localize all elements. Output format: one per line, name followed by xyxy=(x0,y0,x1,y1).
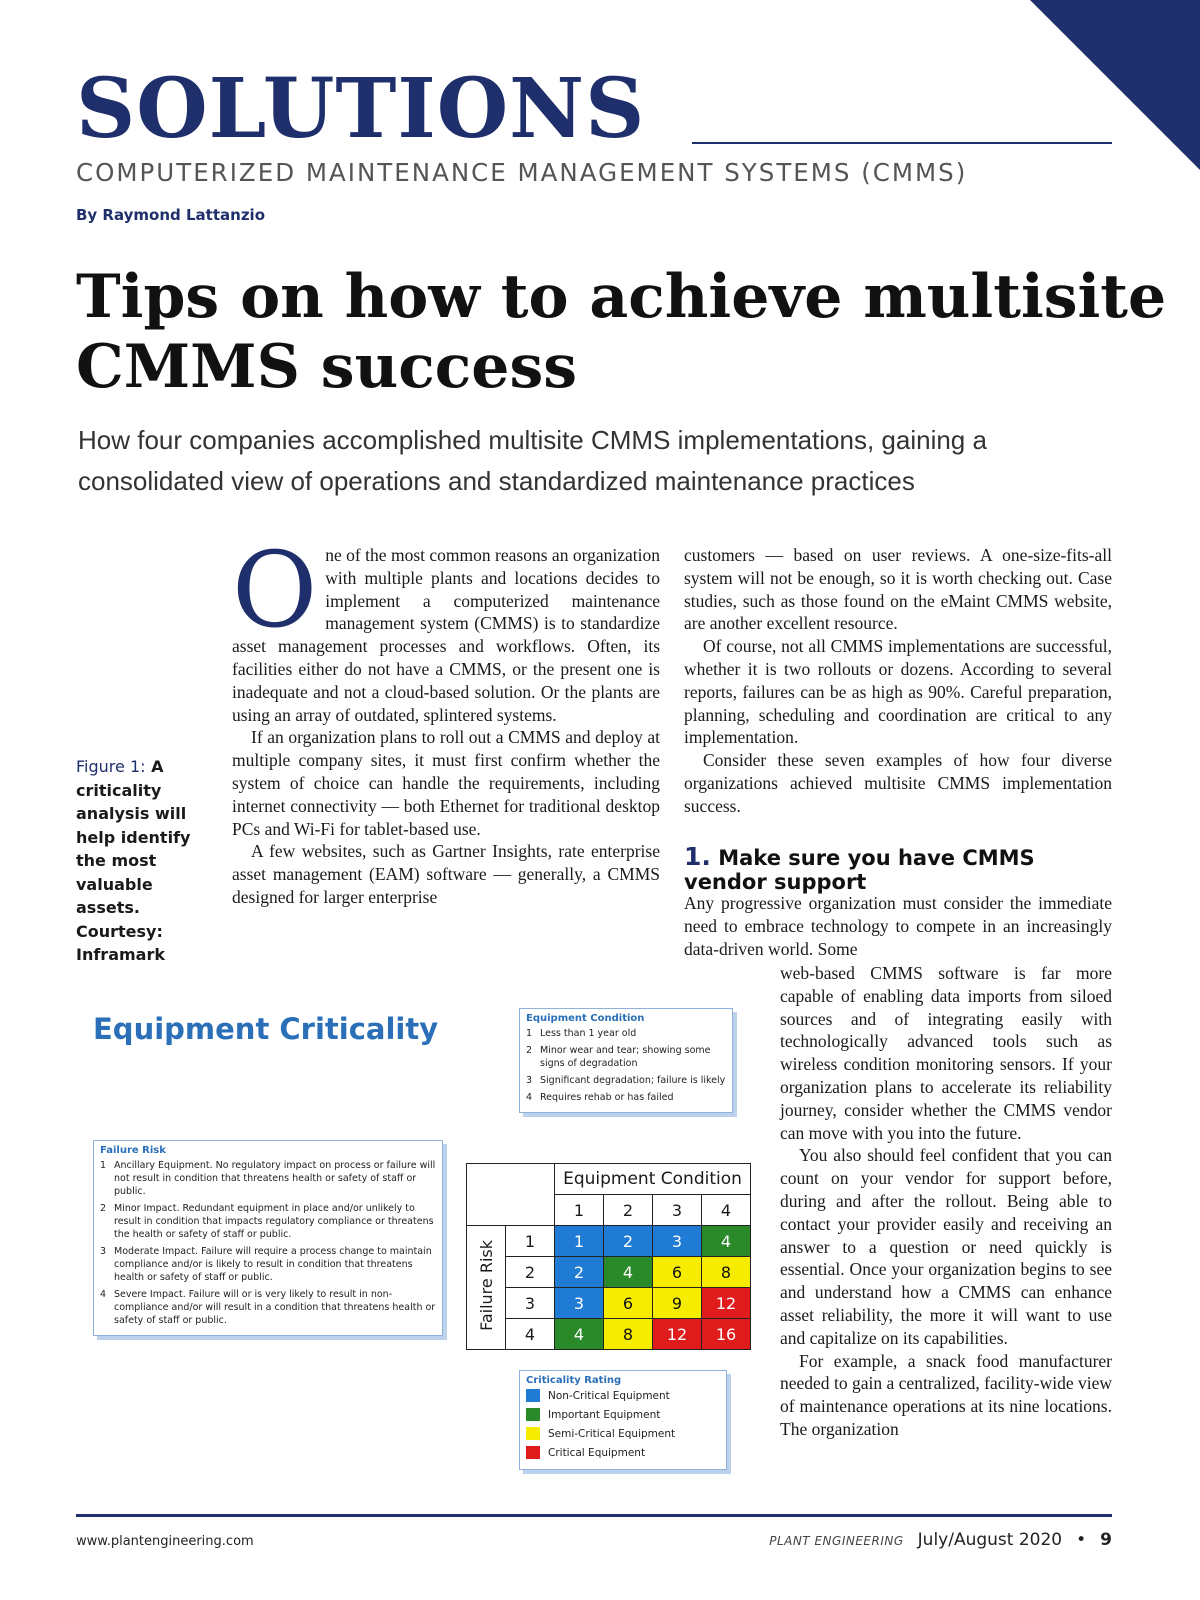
matrix-cell: 12 xyxy=(702,1288,751,1319)
matrix-row-label: 4 xyxy=(506,1319,555,1350)
legend-item: 2 Minor wear and tear; showing some signs of degradation xyxy=(526,1045,711,1069)
body-paragraph: web-based CMMS software is far more capable of enabling data imports from siloed sources and of integrating easily with technologically advanced tools such as wireless condition monitoring sensors. If your organization plans to accelerate its reliability journey, consider whether the CMMS vendor can move with you into the future. xyxy=(780,963,1112,1143)
matrix-row-label: 3 xyxy=(506,1288,555,1319)
headline: Tips on how to achieve multisite CMMS success xyxy=(76,262,1167,402)
rating-label: Semi-Critical Equipment xyxy=(548,1427,676,1440)
figure-title: Equipment Criticality xyxy=(93,1012,439,1046)
body-paragraph: If an organization plans to roll out a CMMS and deploy at multiple company sites, it must first confirm whether the system of choice can handle the requirements, including internet connectivity — both Ethernet for traditional desktop PCs and Wi-Fi for tablet-based use. xyxy=(232,727,660,839)
rating-label: Critical Equipment xyxy=(548,1446,646,1459)
legend-item: 3 Significant degradation; failure is likely xyxy=(526,1075,726,1086)
footer-url: www.plantengineering.com xyxy=(76,1534,254,1549)
matrix-cell: 3 xyxy=(555,1288,604,1319)
criticality-rating-legend xyxy=(519,1370,727,1470)
figure-caption xyxy=(76,755,196,967)
matrix-row-label: 1 xyxy=(506,1226,555,1257)
body-column-2 xyxy=(684,544,1112,818)
legend-item: 1 Ancillary Equipment. No regulatory impact on process or failure will not result in condition that threatens health or safety of staff or public. xyxy=(100,1160,436,1197)
body-paragraph: Any progressive organization must consider the immediate need to embrace technology to compete in an increasingly data-driven world. Some xyxy=(684,893,1112,959)
body-paragraph: For example, a snack food manufacturer needed to gain a centralized, facility-wide view of maintenance operations at its nine locations. The organization xyxy=(780,1350,1112,1439)
rating-label: Important Equipment xyxy=(548,1408,661,1421)
matrix-col-label: 1 xyxy=(555,1195,604,1226)
body-paragraph: A few websites, such as Gartner Insights, rate enterprise asset management (EAM) software — generally, a CMMS designed for larger enterprise xyxy=(232,841,660,907)
subhead-text: Make sure you have CMMS vendor support xyxy=(684,846,1035,894)
caption-text: A criticality analysis will help identify the most valuable assets. Courtesy: Inframark xyxy=(76,757,191,964)
section-rule xyxy=(692,142,1112,144)
body-column-1 xyxy=(232,529,660,964)
body-paragraph: Of course, not all CMMS implementations are successful, whether it is two rollouts or dozens. According to several reports, failures can be as high as 90%. Careful preparation, planning, scheduling and coordination are critical to any implementation. xyxy=(684,636,1112,748)
legend-item: 1 Less than 1 year old xyxy=(526,1028,637,1039)
matrix-corner xyxy=(467,1164,555,1226)
rating-item xyxy=(526,1389,720,1402)
rating-swatch xyxy=(526,1427,540,1440)
matrix-cell: 6 xyxy=(653,1257,702,1288)
footer-rule xyxy=(76,1514,1112,1517)
matrix-cell: 12 xyxy=(653,1319,702,1350)
matrix-cell: 2 xyxy=(604,1226,653,1257)
rating-item xyxy=(526,1446,720,1459)
legend-heading: Equipment Condition xyxy=(526,1013,645,1024)
matrix-cell: 8 xyxy=(702,1257,751,1288)
rating-item xyxy=(526,1427,720,1440)
page-number: 9 xyxy=(1100,1530,1112,1550)
legend-item: 4 Severe Impact. Failure will or is very likely to result in non-compliance and/or will result in a condition that threatens health or safety of staff or public. xyxy=(100,1289,436,1326)
section-title: SOLUTIONS xyxy=(76,61,646,157)
rating-swatch xyxy=(526,1446,540,1459)
body-paragraph: Consider these seven examples of how four diverse organizations achieved multisite CMMS implementation success. xyxy=(684,750,1112,816)
legend-item: 2 Minor Impact. Redundant equipment in place and/or unlikely to result in condition that impacts regulatory compliance or threatens the health or safety of staff or public. xyxy=(100,1203,434,1240)
matrix-cell: 9 xyxy=(653,1288,702,1319)
issue-date: July/August 2020 xyxy=(917,1530,1063,1550)
subhead-number: 1. xyxy=(684,842,711,871)
matrix-cell: 4 xyxy=(555,1319,604,1350)
rating-item xyxy=(526,1408,720,1421)
footer-right xyxy=(769,1530,1112,1550)
legend-item: 4 Requires rehab or has failed xyxy=(526,1092,674,1103)
matrix-cell: 1 xyxy=(555,1226,604,1257)
matrix-cell: 2 xyxy=(555,1257,604,1288)
matrix-cell: 4 xyxy=(604,1257,653,1288)
magazine-name: PLANT ENGINEERING xyxy=(769,1534,904,1548)
footer-bullet: • xyxy=(1076,1530,1087,1550)
body-paragraph: customers — based on user reviews. A one-size-fits-all system will not be enough, so it is worth checking out. Case studies, such as those found on the eMaint CMMS website, are another excellent resource. xyxy=(684,545,1112,634)
matrix-cell: 8 xyxy=(604,1319,653,1350)
body-column-2-continued xyxy=(684,892,1112,960)
legend-heading: Failure Risk xyxy=(100,1145,166,1156)
matrix-col-header: Equipment Condition xyxy=(555,1164,751,1195)
section-subtitle: COMPUTERIZED MAINTENANCE MANAGEMENT SYSTEMS (CMMS) xyxy=(76,158,968,187)
matrix-col-label: 3 xyxy=(653,1195,702,1226)
matrix-cell: 3 xyxy=(653,1226,702,1257)
matrix-cell: 16 xyxy=(702,1319,751,1350)
failure-risk-legend xyxy=(93,1140,443,1336)
rating-label: Non-Critical Equipment xyxy=(548,1389,670,1402)
matrix-row-header: Failure Risk xyxy=(467,1226,506,1350)
matrix-cell: 4 xyxy=(702,1226,751,1257)
matrix-row-label: 2 xyxy=(506,1257,555,1288)
legend-heading: Criticality Rating xyxy=(526,1375,622,1386)
legend-item: 3 Moderate Impact. Failure will require a process change to maintain compliance and/or is likely to result in condition that threatens health or safety of staff or public. xyxy=(100,1246,432,1283)
rating-swatch xyxy=(526,1389,540,1402)
dropcap: O xyxy=(232,529,318,651)
caption-label: Figure 1: xyxy=(76,757,146,776)
equipment-condition-legend xyxy=(519,1008,733,1113)
body-paragraph: You also should feel confident that you can count on your vendor for support before, during and after the rollout. Being able to contact your provider easily and receiving an answer to a question or need quickly is essential. Once your organization begins to see and understand how a CMMS can enhance asset reliability, the more it will want to use and capitalize on its capabilities. xyxy=(780,1145,1112,1348)
criticality-matrix xyxy=(466,1163,751,1350)
matrix-col-label: 4 xyxy=(702,1195,751,1226)
body-paragraph: ne of the most common reasons an organization with multiple plants and locations decides to implement a computerized maintenance management system (CMMS) is to standardize asset management processes and workflows. Often, its facilities either do not have a CMMS, or the present one is inadequate and not a cloud-based solution. Or the plants are using an array of outdated, splintered systems. xyxy=(232,545,660,725)
dek: How four companies accomplished multisite CMMS implementations, gaining a consolidated view of operations and standardized maintenance practices xyxy=(78,425,987,496)
byline: By Raymond Lattanzio xyxy=(76,206,265,224)
rating-swatch xyxy=(526,1408,540,1421)
body-column-3 xyxy=(780,962,1112,1441)
matrix-col-label: 2 xyxy=(604,1195,653,1226)
corner-accent xyxy=(1030,0,1200,170)
matrix-cell: 6 xyxy=(604,1288,653,1319)
subhead-1 xyxy=(684,842,1114,894)
